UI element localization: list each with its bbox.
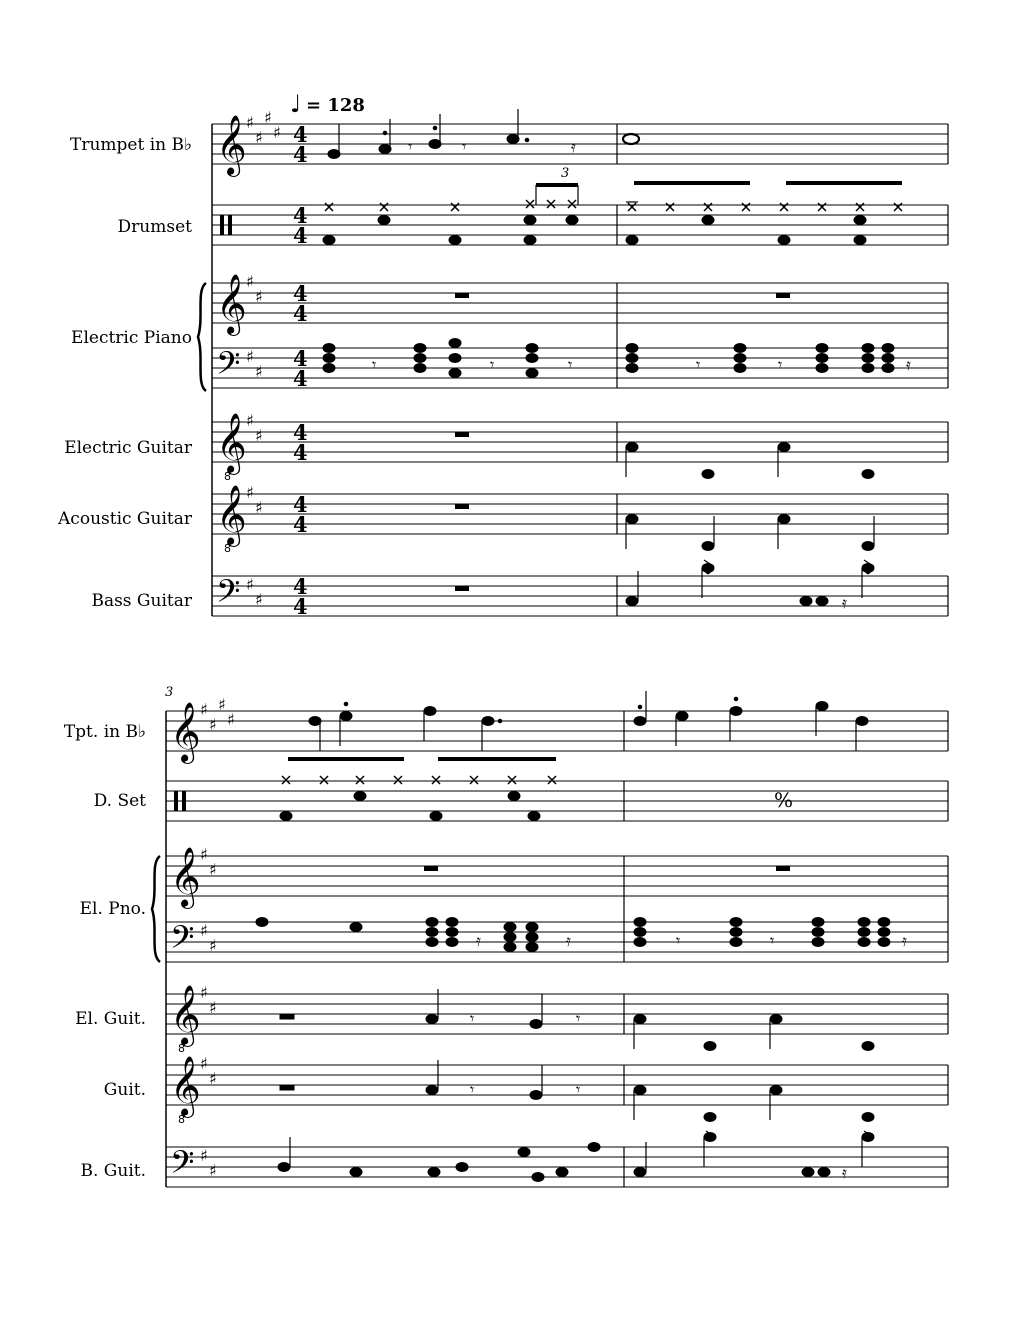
svg-text:𝄾: 𝄾 [462,137,467,156]
svg-text:♯: ♯ [246,113,254,132]
treble-clef-icon: 𝄞 [216,274,247,334]
octave-mark: 8 [224,542,231,555]
treble-clef-icon: 𝄞 [216,115,247,175]
bass-clef-icon: 𝄢 [170,1144,195,1188]
svg-text:4: 4 [293,366,308,391]
bass-notes [626,564,874,613]
svg-text:♯: ♯ [255,590,263,609]
svg-text:4: 4 [293,594,308,619]
svg-text:♯: ♯ [209,936,217,955]
staff-label-electric-piano: El. Pno. [79,899,146,919]
key-signatures [200,695,235,1180]
treble-clef-icon: 𝄞 [170,702,201,762]
staff-label-trumpet: Tpt. in B♭ [63,722,146,742]
svg-text:4: 4 [293,301,308,326]
svg-text:4: 4 [293,142,308,167]
tempo-text: = 128 [306,95,365,116]
svg-text:𝄾: 𝄾 [408,137,413,156]
clefs [170,702,201,1188]
acoustic-guitar-notes [626,515,874,574]
svg-text:4: 4 [293,574,308,599]
svg-text:♯: ♯ [246,575,254,594]
svg-text:𝄾: 𝄾 [778,355,783,374]
staff-label-drumset: Drumset [117,217,192,237]
piano-brace [198,283,206,391]
svg-text:♯: ♯ [209,715,217,734]
tempo-note-icon: ♩ [290,90,302,118]
staff-label-drumset: D. Set [93,791,146,811]
repeat-measure-icon: % [774,788,794,812]
svg-text:♯: ♯ [209,998,217,1017]
svg-text:♯: ♯ [264,108,272,127]
staff-label-electric-guitar: El. Guit. [75,1009,146,1029]
svg-text:𝄾: 𝄾 [470,1080,475,1099]
svg-text:𝄿: 𝄿 [566,931,571,950]
svg-text:𝄾: 𝄾 [372,355,377,374]
whole-rest-icon [455,432,469,437]
svg-text:♯: ♯ [246,411,254,430]
staff-label-bass-guitar: B. Guit. [80,1161,146,1181]
acoustic-guitar-notes [280,1060,874,1139]
bass-clef-icon: 𝄢 [216,345,241,389]
svg-text:♯: ♯ [246,483,254,502]
el-guitar-notes [626,443,874,479]
svg-text:♯: ♯ [218,695,226,714]
svg-text:𝄾: 𝄾 [490,355,495,374]
bass-clef-icon: 𝄢 [170,919,195,963]
svg-text:♯: ♯ [246,347,254,366]
svg-text:4: 4 [293,223,308,248]
svg-text:♯: ♯ [200,1054,208,1073]
barlines [617,124,948,616]
octave-mark: 8 [224,470,231,483]
whole-rest-icon [455,293,469,298]
svg-text:𝄾: 𝄾 [576,1080,581,1099]
svg-text:♯: ♯ [255,426,263,445]
svg-text:♯: ♯ [255,362,263,381]
svg-text:♯: ♯ [209,1069,217,1088]
svg-text:4: 4 [293,122,308,147]
treble-clef-icon: 𝄞 [216,413,247,473]
staff-label-electric-guitar: Electric Guitar [64,438,192,458]
svg-text:♯: ♯ [200,845,208,864]
svg-text:♯: ♯ [200,921,208,940]
svg-text:♯: ♯ [200,1146,208,1165]
svg-text:♯: ♯ [209,860,217,879]
svg-text:𝄿: 𝄿 [476,931,481,950]
svg-text:𝄾: 𝄾 [770,931,775,950]
svg-text:♯: ♯ [255,287,263,306]
staff-label-electric-piano: Electric Piano [71,328,192,348]
svg-text:4: 4 [293,420,308,445]
svg-text:♯: ♯ [255,498,263,517]
svg-text:𝄾: 𝄾 [676,931,681,950]
svg-text:𝄿: 𝄿 [906,355,911,374]
whole-rest-icon [776,293,790,298]
piano-brace [152,856,160,962]
system-2 [64,685,948,1188]
svg-text:3: 3 [561,166,570,181]
svg-text:𝄾: 𝄾 [576,1009,581,1028]
treble-clef-icon: 𝄞 [170,1056,201,1116]
svg-text:♯: ♯ [227,710,235,729]
barlines [624,711,948,1187]
svg-text:𝄾: 𝄾 [568,355,573,374]
svg-text:4: 4 [293,203,308,228]
staff-label-trumpet: Trumpet in B♭ [69,135,192,155]
measure-number: 3 [165,685,174,700]
epiano-lh-chords [256,918,907,952]
treble-clef-icon: 𝄞 [170,985,201,1045]
svg-text:♯: ♯ [246,272,254,291]
whole-rest-icon [776,866,790,871]
octave-mark: 8 [178,1113,185,1126]
svg-text:♯: ♯ [255,128,263,147]
tempo-marking [290,90,365,118]
treble-clef-icon: 𝄞 [216,485,247,545]
staff-label-acoustic-guitar: Acoustic Guitar [58,509,192,529]
whole-rest-icon [455,504,469,509]
svg-text:𝄾: 𝄾 [470,1009,475,1028]
bass-clef-icon: 𝄢 [216,573,241,617]
el-guitar-notes [280,989,874,1051]
svg-text:♯: ♯ [200,700,208,719]
staff-label-acoustic-guitar: Guit. [103,1080,146,1100]
svg-text:4: 4 [293,281,308,306]
system-1 [57,108,948,619]
svg-text:𝄿: 𝄿 [842,593,847,612]
staff-label-bass-guitar: Bass Guitar [91,591,192,611]
clefs [216,115,247,617]
svg-text:𝄾: 𝄾 [696,355,701,374]
treble-clef-icon: 𝄞 [170,847,201,907]
svg-text:4: 4 [293,346,308,371]
svg-text:4: 4 [293,492,308,517]
svg-text:4: 4 [293,440,308,465]
percussion-clef-icon [174,791,178,811]
percussion-clef-icon [220,215,224,235]
time-signatures [293,122,308,619]
svg-text:♯: ♯ [200,983,208,1002]
svg-text:𝄿: 𝄿 [842,1163,847,1182]
svg-text:♯: ♯ [209,1161,217,1180]
svg-text:𝄿: 𝄿 [902,931,907,950]
svg-text:𝄿: 𝄿 [571,137,576,156]
svg-text:4: 4 [293,512,308,537]
whole-rest-icon [455,586,469,591]
svg-text:♯: ♯ [273,123,281,142]
staff-lines [212,124,948,616]
whole-rest-icon [424,866,438,871]
octave-mark: 8 [178,1042,185,1055]
